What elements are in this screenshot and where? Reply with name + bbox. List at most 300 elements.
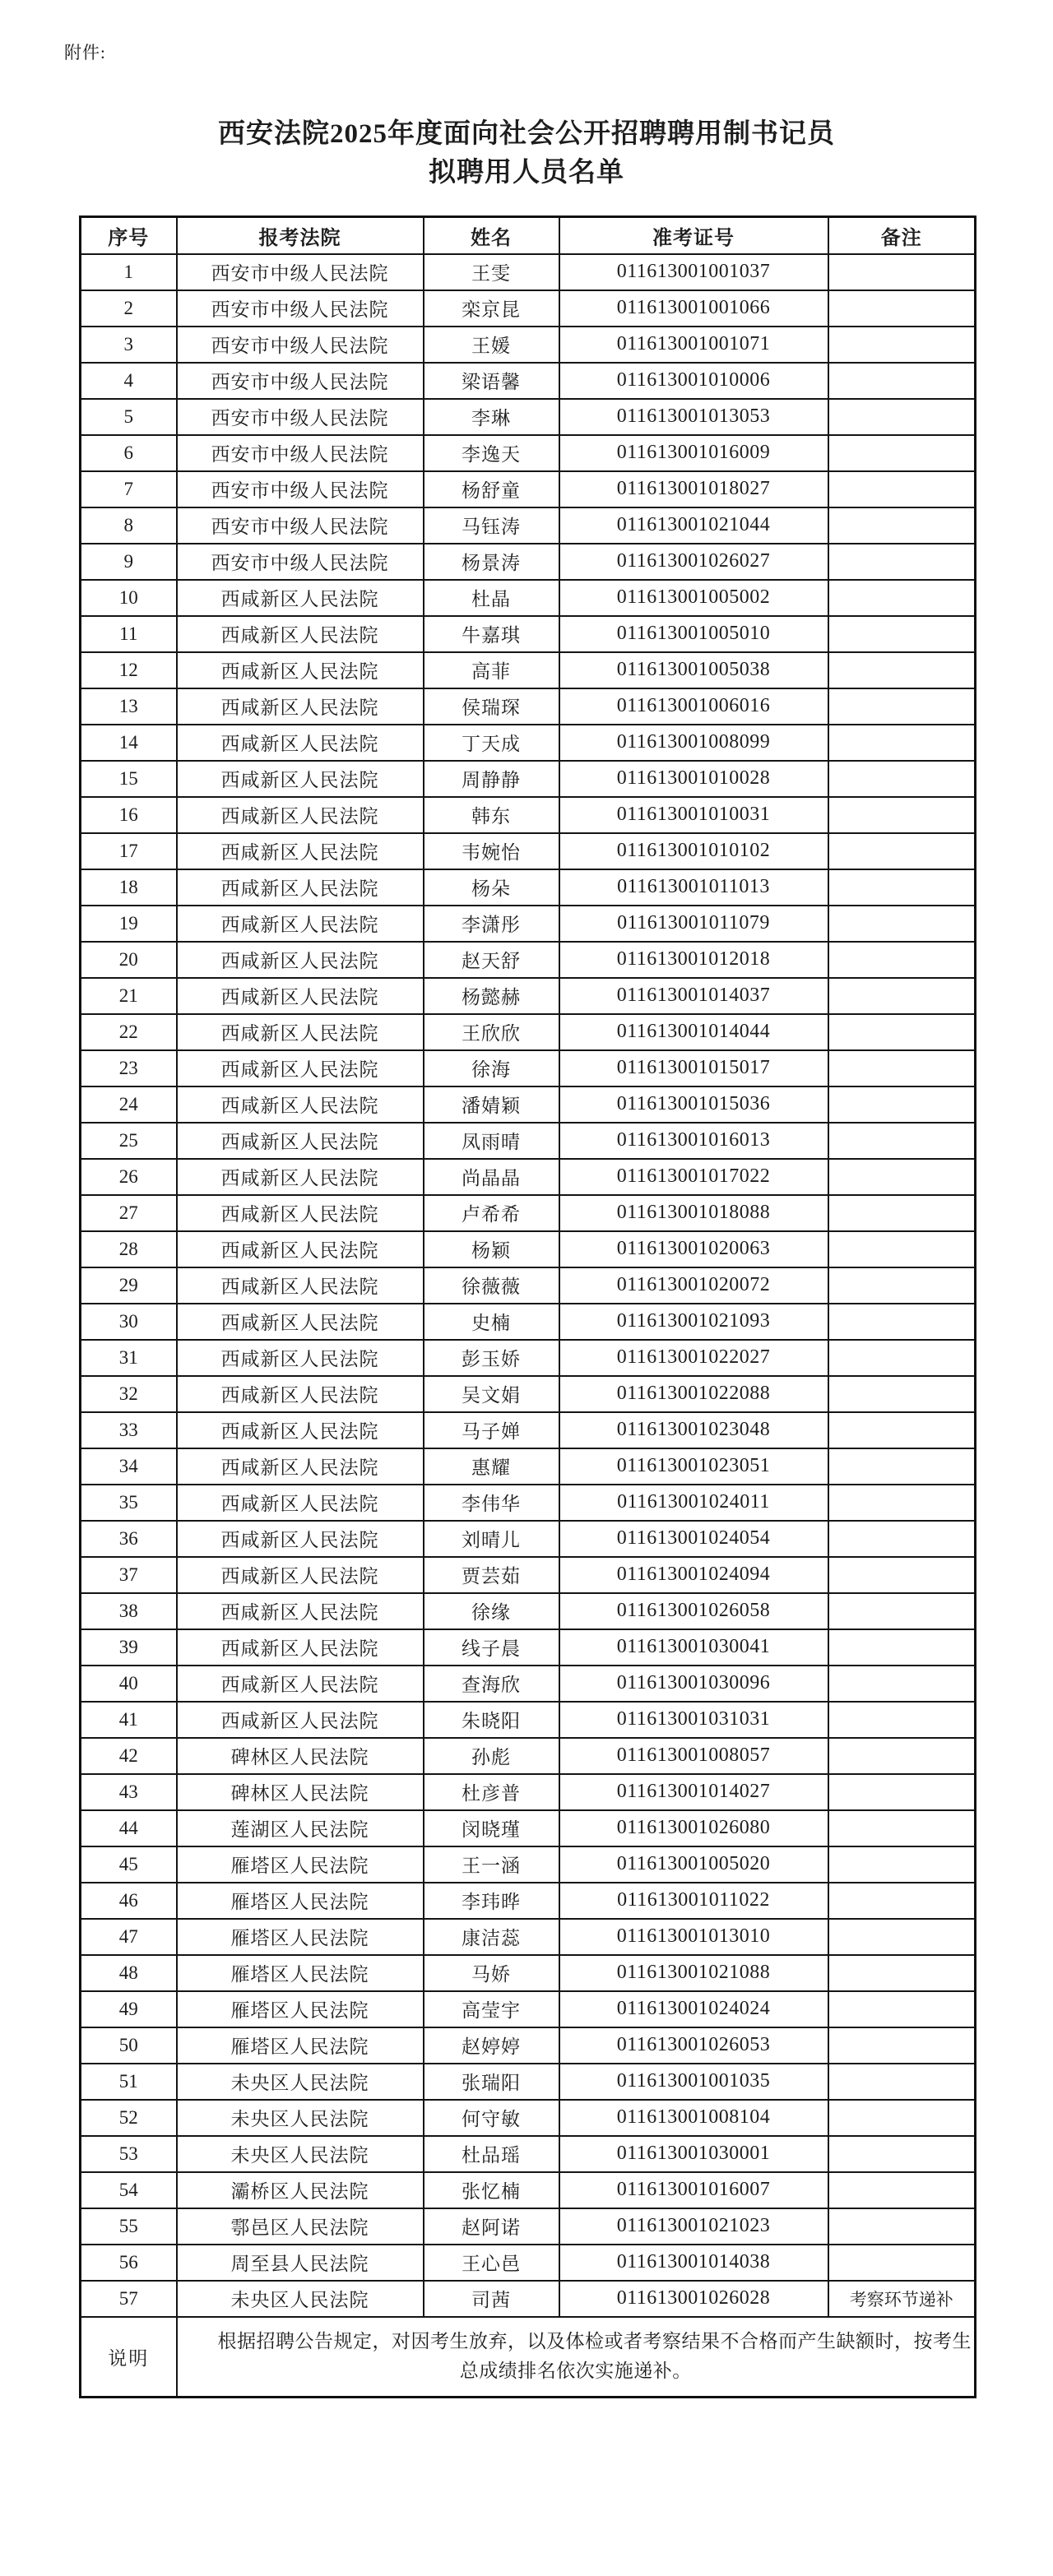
cell-court: 雁塔区人民法院 (177, 1883, 424, 1919)
cell-ticket: 011613001030096 (559, 1666, 828, 1702)
cell-ticket: 011613001001066 (559, 290, 828, 327)
cell-remark (828, 1557, 976, 1593)
cell-serial: 2 (81, 290, 177, 327)
cell-name: 王雯 (424, 254, 559, 290)
cell-remark (828, 2172, 976, 2208)
cell-remark (828, 1521, 976, 1557)
cell-remark (828, 797, 976, 833)
cell-name: 吴文娟 (424, 1376, 559, 1412)
table-row (81, 1738, 976, 1774)
cell-court: 雁塔区人民法院 (177, 1919, 424, 1955)
cell-court: 西咸新区人民法院 (177, 1123, 424, 1159)
table-row (81, 1557, 976, 1593)
cell-serial: 41 (81, 1702, 177, 1738)
table-header-row (81, 216, 976, 254)
table-row (81, 1448, 976, 1485)
cell-court: 西咸新区人民法院 (177, 1557, 424, 1593)
cell-name: 尚晶晶 (424, 1159, 559, 1195)
table-row (81, 869, 976, 906)
cell-ticket: 011613001026058 (559, 1593, 828, 1629)
cell-serial: 1 (81, 254, 177, 290)
cell-name: 王心邑 (424, 2245, 559, 2281)
cell-remark (828, 1050, 976, 1086)
cell-name: 杜彦普 (424, 1774, 559, 1810)
table-row (81, 1195, 976, 1231)
table-row (81, 1666, 976, 1702)
cell-name: 杨懿赫 (424, 978, 559, 1014)
cell-name: 朱晓阳 (424, 1702, 559, 1738)
cell-court: 西咸新区人民法院 (177, 797, 424, 833)
cell-ticket: 011613001024094 (559, 1557, 828, 1593)
table-row (81, 471, 976, 507)
table-row (81, 942, 976, 978)
cell-name: 王一涵 (424, 1846, 559, 1883)
cell-serial: 55 (81, 2208, 177, 2245)
cell-serial: 10 (81, 580, 177, 616)
cell-name: 李琳 (424, 399, 559, 435)
table-row (81, 1267, 976, 1304)
cell-court: 西安市中级人民法院 (177, 363, 424, 399)
cell-remark (828, 1955, 976, 1991)
cell-name: 杜品瑶 (424, 2136, 559, 2172)
table-row (81, 2281, 976, 2317)
cell-name: 史楠 (424, 1304, 559, 1340)
table-row (81, 1629, 976, 1666)
cell-remark (828, 688, 976, 725)
cell-name: 张忆楠 (424, 2172, 559, 2208)
cell-court: 西安市中级人民法院 (177, 435, 424, 471)
cell-serial: 31 (81, 1340, 177, 1376)
cell-ticket: 011613001012018 (559, 942, 828, 978)
table-row (81, 1014, 976, 1050)
cell-serial: 34 (81, 1448, 177, 1485)
cell-name: 何守敏 (424, 2100, 559, 2136)
cell-remark (828, 290, 976, 327)
table-row (81, 1593, 976, 1629)
cell-court: 西咸新区人民法院 (177, 869, 424, 906)
cell-ticket: 011613001021088 (559, 1955, 828, 1991)
cell-ticket: 011613001030041 (559, 1629, 828, 1666)
cell-remark (828, 1267, 976, 1304)
cell-serial: 14 (81, 725, 177, 761)
cell-serial: 22 (81, 1014, 177, 1050)
cell-serial: 27 (81, 1195, 177, 1231)
cell-remark (828, 2100, 976, 2136)
cell-remark (828, 1919, 976, 1955)
cell-ticket: 011613001021023 (559, 2208, 828, 2245)
cell-court: 西咸新区人民法院 (177, 906, 424, 942)
cell-name: 牛嘉琪 (424, 616, 559, 652)
cell-serial: 26 (81, 1159, 177, 1195)
cell-court: 西咸新区人民法院 (177, 725, 424, 761)
cell-serial: 49 (81, 1991, 177, 2027)
cell-name: 杨颖 (424, 1231, 559, 1267)
cell-name: 孙彪 (424, 1738, 559, 1774)
cell-ticket: 011613001022088 (559, 1376, 828, 1412)
table-row (81, 327, 976, 363)
cell-ticket: 011613001013010 (559, 1919, 828, 1955)
cell-name: 高莹宇 (424, 1991, 559, 2027)
table-row (81, 1702, 976, 1738)
table-row (81, 399, 976, 435)
table-row (81, 1376, 976, 1412)
cell-remark (828, 725, 976, 761)
cell-serial: 17 (81, 833, 177, 869)
cell-name: 侯瑞琛 (424, 688, 559, 725)
cell-court: 雁塔区人民法院 (177, 1846, 424, 1883)
cell-court: 西咸新区人民法院 (177, 1340, 424, 1376)
cell-remark (828, 1883, 976, 1919)
cell-ticket: 011613001011079 (559, 906, 828, 942)
cell-court: 西咸新区人民法院 (177, 1412, 424, 1448)
table-row (81, 1521, 976, 1557)
cell-serial: 5 (81, 399, 177, 435)
cell-court: 西咸新区人民法院 (177, 1231, 424, 1267)
cell-name: 康洁蕊 (424, 1919, 559, 1955)
table-row (81, 254, 976, 290)
cell-ticket: 011613001026027 (559, 544, 828, 580)
cell-serial: 24 (81, 1086, 177, 1123)
cell-court: 西咸新区人民法院 (177, 1086, 424, 1123)
table-row (81, 1159, 976, 1195)
cell-court: 碑林区人民法院 (177, 1738, 424, 1774)
cell-name: 彭玉娇 (424, 1340, 559, 1376)
cell-serial: 6 (81, 435, 177, 471)
table-row (81, 1340, 976, 1376)
cell-name: 王欣欣 (424, 1014, 559, 1050)
table-row (81, 1883, 976, 1919)
cell-remark (828, 1738, 976, 1774)
cell-serial: 54 (81, 2172, 177, 2208)
cell-serial: 21 (81, 978, 177, 1014)
cell-serial: 45 (81, 1846, 177, 1883)
cell-remark (828, 978, 976, 1014)
cell-name: 杨朵 (424, 869, 559, 906)
cell-ticket: 011613001016009 (559, 435, 828, 471)
cell-ticket: 011613001008099 (559, 725, 828, 761)
cell-remark (828, 1159, 976, 1195)
cell-serial: 16 (81, 797, 177, 833)
roster-table (79, 215, 976, 2399)
cell-remark (828, 363, 976, 399)
cell-remark (828, 1340, 976, 1376)
cell-serial: 51 (81, 2064, 177, 2100)
cell-court: 西咸新区人民法院 (177, 1521, 424, 1557)
cell-serial: 8 (81, 507, 177, 544)
cell-name: 卢希希 (424, 1195, 559, 1231)
table-row (81, 616, 976, 652)
table-row (81, 290, 976, 327)
cell-name: 马钰涛 (424, 507, 559, 544)
cell-remark (828, 254, 976, 290)
table-row (81, 507, 976, 544)
cell-ticket: 011613001014027 (559, 1774, 828, 1810)
cell-remark (828, 544, 976, 580)
cell-court: 西安市中级人民法院 (177, 254, 424, 290)
table-row (81, 797, 976, 833)
cell-court: 西安市中级人民法院 (177, 290, 424, 327)
table-row (81, 1304, 976, 1340)
cell-name: 贾芸茹 (424, 1557, 559, 1593)
cell-remark (828, 1774, 976, 1810)
cell-court: 西安市中级人民法院 (177, 544, 424, 580)
cell-ticket: 011613001024011 (559, 1485, 828, 1521)
cell-serial: 50 (81, 2027, 177, 2064)
cell-name: 梁语馨 (424, 363, 559, 399)
cell-remark (828, 1448, 976, 1485)
cell-ticket: 011613001020063 (559, 1231, 828, 1267)
table-row (81, 2208, 976, 2245)
table-row (81, 1412, 976, 1448)
cell-remark (828, 1666, 976, 1702)
table-row (81, 1810, 976, 1846)
cell-remark (828, 435, 976, 471)
cell-ticket: 011613001005010 (559, 616, 828, 652)
cell-remark (828, 1810, 976, 1846)
cell-court: 西咸新区人民法院 (177, 1014, 424, 1050)
cell-name: 高菲 (424, 652, 559, 688)
cell-serial: 11 (81, 616, 177, 652)
cell-serial: 56 (81, 2245, 177, 2281)
cell-ticket: 011613001026028 (559, 2281, 828, 2317)
cell-serial: 4 (81, 363, 177, 399)
cell-ticket: 011613001023048 (559, 1412, 828, 1448)
cell-ticket: 011613001030001 (559, 2136, 828, 2172)
cell-ticket: 011613001031031 (559, 1702, 828, 1738)
cell-court: 西咸新区人民法院 (177, 1267, 424, 1304)
cell-court: 西咸新区人民法院 (177, 616, 424, 652)
table-row (81, 906, 976, 942)
cell-serial: 46 (81, 1883, 177, 1919)
table-row (81, 1991, 976, 2027)
cell-name: 李伟华 (424, 1485, 559, 1521)
cell-serial: 19 (81, 906, 177, 942)
cell-remark (828, 1086, 976, 1123)
cell-remark (828, 399, 976, 435)
cell-ticket: 011613001021044 (559, 507, 828, 544)
table-row (81, 2064, 976, 2100)
cell-remark (828, 616, 976, 652)
cell-remark (828, 2136, 976, 2172)
cell-remark (828, 1231, 976, 1267)
cell-name: 闵晓瑾 (424, 1810, 559, 1846)
cell-name: 李逸天 (424, 435, 559, 471)
cell-name: 李玮晔 (424, 1883, 559, 1919)
cell-name: 徐缘 (424, 1593, 559, 1629)
cell-ticket: 011613001001037 (559, 254, 828, 290)
table-row (81, 1086, 976, 1123)
header-cell: 准考证号 (559, 216, 828, 254)
cell-name: 徐海 (424, 1050, 559, 1086)
cell-remark (828, 580, 976, 616)
cell-name: 栾京昆 (424, 290, 559, 327)
cell-court: 雁塔区人民法院 (177, 1991, 424, 2027)
table-row (81, 1485, 976, 1521)
cell-court: 周至县人民法院 (177, 2245, 424, 2281)
cell-remark (828, 1195, 976, 1231)
cell-remark (828, 1991, 976, 2027)
cell-remark (828, 1123, 976, 1159)
cell-serial: 18 (81, 869, 177, 906)
cell-ticket: 011613001026080 (559, 1810, 828, 1846)
cell-ticket: 011613001016013 (559, 1123, 828, 1159)
table-body (81, 254, 976, 2317)
cell-ticket: 011613001018088 (559, 1195, 828, 1231)
cell-ticket: 011613001010028 (559, 761, 828, 797)
cell-court: 莲湖区人民法院 (177, 1810, 424, 1846)
table-row (81, 2100, 976, 2136)
cell-ticket: 011613001010031 (559, 797, 828, 833)
table-row (81, 1123, 976, 1159)
cell-court: 西咸新区人民法院 (177, 1195, 424, 1231)
cell-serial: 36 (81, 1521, 177, 1557)
cell-name: 潘婧颖 (424, 1086, 559, 1123)
cell-ticket: 011613001017022 (559, 1159, 828, 1195)
cell-name: 司茜 (424, 2281, 559, 2317)
note-label: 说明 (81, 2317, 177, 2398)
cell-remark (828, 2027, 976, 2064)
cell-ticket: 011613001016007 (559, 2172, 828, 2208)
cell-court: 西咸新区人民法院 (177, 1159, 424, 1195)
cell-court: 雁塔区人民法院 (177, 2027, 424, 2064)
cell-remark (828, 1304, 976, 1340)
attachment-label: 附件: (64, 43, 106, 63)
cell-name: 赵天舒 (424, 942, 559, 978)
cell-name: 李潇彤 (424, 906, 559, 942)
cell-ticket: 011613001010006 (559, 363, 828, 399)
cell-ticket: 011613001023051 (559, 1448, 828, 1485)
header-cell: 备注 (828, 216, 976, 254)
table-row (81, 2245, 976, 2281)
cell-ticket: 011613001014037 (559, 978, 828, 1014)
cell-serial: 15 (81, 761, 177, 797)
cell-name: 张瑞阳 (424, 2064, 559, 2100)
cell-ticket: 011613001005002 (559, 580, 828, 616)
cell-remark (828, 2064, 976, 2100)
cell-court: 雁塔区人民法院 (177, 1955, 424, 1991)
table-row (81, 2027, 976, 2064)
cell-court: 西咸新区人民法院 (177, 1304, 424, 1340)
table-row (81, 652, 976, 688)
cell-court: 西咸新区人民法院 (177, 652, 424, 688)
cell-remark (828, 327, 976, 363)
cell-ticket: 011613001014038 (559, 2245, 828, 2281)
cell-serial: 40 (81, 1666, 177, 1702)
cell-court: 西咸新区人民法院 (177, 942, 424, 978)
cell-serial: 44 (81, 1810, 177, 1846)
cell-court: 灞桥区人民法院 (177, 2172, 424, 2208)
table-row (81, 544, 976, 580)
cell-ticket: 011613001021093 (559, 1304, 828, 1340)
cell-name: 杨舒童 (424, 471, 559, 507)
cell-name: 刘晴儿 (424, 1521, 559, 1557)
table-row (81, 2136, 976, 2172)
cell-remark: 考察环节递补 (828, 2281, 976, 2317)
cell-ticket: 011613001005038 (559, 652, 828, 688)
cell-name: 赵婷婷 (424, 2027, 559, 2064)
cell-remark (828, 1376, 976, 1412)
cell-remark (828, 652, 976, 688)
cell-name: 徐薇薇 (424, 1267, 559, 1304)
cell-name: 赵阿诺 (424, 2208, 559, 2245)
cell-court: 西咸新区人民法院 (177, 1629, 424, 1666)
cell-remark (828, 2208, 976, 2245)
cell-court: 西安市中级人民法院 (177, 327, 424, 363)
cell-serial: 28 (81, 1231, 177, 1267)
cell-ticket: 011613001015036 (559, 1086, 828, 1123)
cell-court: 西安市中级人民法院 (177, 399, 424, 435)
table-row (81, 363, 976, 399)
cell-court: 未央区人民法院 (177, 2136, 424, 2172)
cell-serial: 3 (81, 327, 177, 363)
cell-court: 西安市中级人民法院 (177, 507, 424, 544)
cell-ticket: 011613001001071 (559, 327, 828, 363)
cell-ticket: 011613001010102 (559, 833, 828, 869)
cell-serial: 12 (81, 652, 177, 688)
cell-court: 西咸新区人民法院 (177, 1666, 424, 1702)
cell-court: 未央区人民法院 (177, 2064, 424, 2100)
cell-name: 王媛 (424, 327, 559, 363)
cell-remark (828, 1412, 976, 1448)
cell-serial: 37 (81, 1557, 177, 1593)
cell-court: 未央区人民法院 (177, 2100, 424, 2136)
cell-court: 西咸新区人民法院 (177, 1376, 424, 1412)
cell-ticket: 011613001024024 (559, 1991, 828, 2027)
cell-court: 未央区人民法院 (177, 2281, 424, 2317)
table-row (81, 1774, 976, 1810)
cell-name: 查海欣 (424, 1666, 559, 1702)
cell-court: 西咸新区人民法院 (177, 1593, 424, 1629)
cell-court: 西咸新区人民法院 (177, 688, 424, 725)
cell-serial: 7 (81, 471, 177, 507)
cell-ticket: 011613001008057 (559, 1738, 828, 1774)
cell-ticket: 011613001024054 (559, 1521, 828, 1557)
cell-remark (828, 1629, 976, 1666)
cell-serial: 42 (81, 1738, 177, 1774)
table-row (81, 833, 976, 869)
note-text: 根据招聘公告规定，对因考生放弃，以及体检或者考察结果不合格而产生缺额时，按考生总成绩排名依次实施递补。 (177, 2317, 976, 2398)
cell-ticket: 011613001018027 (559, 471, 828, 507)
cell-ticket: 011613001011013 (559, 869, 828, 906)
cell-remark (828, 942, 976, 978)
cell-serial: 33 (81, 1412, 177, 1448)
table-row (81, 978, 976, 1014)
cell-court: 碑林区人民法院 (177, 1774, 424, 1810)
cell-remark (828, 1485, 976, 1521)
cell-name: 杨景涛 (424, 544, 559, 580)
table-row (81, 1846, 976, 1883)
cell-name: 周静静 (424, 761, 559, 797)
cell-serial: 38 (81, 1593, 177, 1629)
cell-serial: 29 (81, 1267, 177, 1304)
cell-ticket: 011613001005020 (559, 1846, 828, 1883)
cell-remark (828, 906, 976, 942)
cell-ticket: 011613001013053 (559, 399, 828, 435)
cell-remark (828, 471, 976, 507)
cell-serial: 35 (81, 1485, 177, 1521)
cell-serial: 47 (81, 1919, 177, 1955)
table-row (81, 580, 976, 616)
cell-name: 杜晶 (424, 580, 559, 616)
cell-name: 韩东 (424, 797, 559, 833)
table-row (81, 761, 976, 797)
cell-remark (828, 1846, 976, 1883)
cell-ticket: 011613001026053 (559, 2027, 828, 2064)
cell-court: 鄠邑区人民法院 (177, 2208, 424, 2245)
cell-remark (828, 2245, 976, 2281)
cell-serial: 39 (81, 1629, 177, 1666)
table-row (81, 1919, 976, 1955)
